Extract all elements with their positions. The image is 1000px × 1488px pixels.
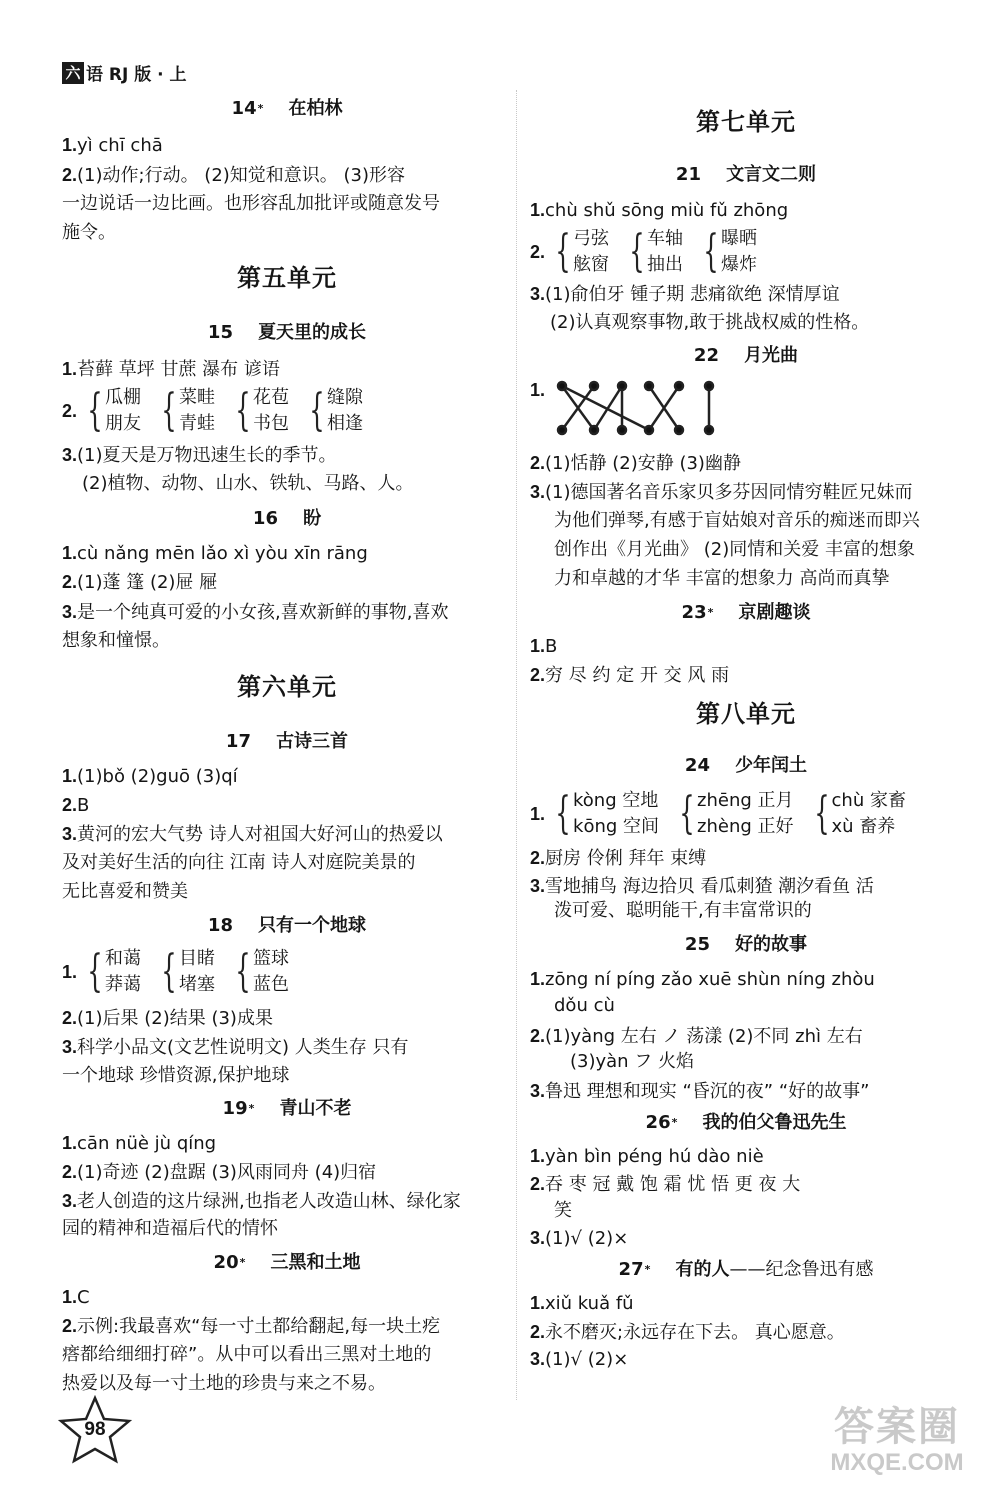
answer-line: 一个地球 珍惜资源,保护地球 [62,1065,290,1086]
answer-line: (2)认真观察事物,敢于挑战权威的性格。 [550,312,870,333]
lesson-22-title: 22 月光曲 [693,345,799,366]
lesson-16-title: 16 盼 [252,508,322,529]
answer-line: 1.苔藓 草坪 甘蔗 瀑布 谚语 [62,359,280,380]
answer-line: 3.(1)夏天是万物迅速生长的季节。 [62,445,337,466]
answer-line: 2.厨房 伶俐 拜年 束缚 [530,848,707,869]
answer-line: 3.鲁迅 理想和现实 “昏沉的夜” “好的故事” [530,1081,870,1102]
answer-line: 1.C [62,1287,90,1308]
page-number-badge [55,1395,135,1465]
lesson-15-title: 15 夏天里的成长 [207,322,367,343]
answer-line: 1.xiǔ kuǎ fǔ [530,1293,634,1314]
answer-line: 1.chù shǔ sōng miù fǔ zhōng [530,200,789,221]
answer-line: 热爱以及每一寸土地的珍贵与来之不易。 [62,1373,386,1394]
answer-line: 3.是一个纯真可爱的小女孩,喜欢新鲜的事物,喜欢 [62,602,449,623]
lesson-26-title: 26* 我的伯父鲁迅先生 [645,1112,847,1133]
lesson-25-title: 25 好的故事 [684,934,808,955]
brace-answer-group: 1. { kòng 空地 kōng 空间 { zhēng 正月 zhèng 正好 { chù 家畜 xù 畜养 [530,788,906,839]
answer-line: (3)yàn フ 火焰 [570,1051,695,1072]
answer-line: 1.cān nüè jù qíng [62,1133,217,1154]
brace-answer-group: 1. { 和蔼 莽蔼 { 目睹 堵塞 { 篮球 蓝色 [62,946,290,997]
answer-line: 1.yì chī chā [62,135,163,156]
matching-lines-diagram [554,378,724,438]
answer-line: 2.B [62,795,90,816]
answer-line: 笑 [554,1200,572,1221]
lesson-24-title: 24 少年闰土 [684,755,808,776]
column-divider [516,90,517,1400]
answer-line: 3.(1)俞伯牙 锺子期 悲痛欲绝 深情厚谊 [530,284,840,305]
answer-line: 无比喜爱和赞美 [62,881,188,902]
answer-line: 2.(1)奇迹 (2)盘踞 (3)风雨同舟 (4)归宿 [62,1162,377,1183]
watermark [812,1405,982,1481]
lesson-20-title: 20* 三黑和土地 [213,1252,361,1273]
answer-line: 1.(1)bǒ (2)guō (3)qí [62,766,238,787]
answer-line: 3.(1)德国著名音乐家贝多芬因同情穷鞋匠兄妹而 [530,482,913,503]
lesson-19-title: 19* 青山不老 [222,1098,352,1119]
answer-line: 3.科学小品文(文艺性说明文) 人类生存 只有 [62,1037,409,1058]
answer-line: 3.(1)√ (2)× [530,1228,629,1249]
book-header [62,60,187,85]
answer-line: 一边说话一边比画。也形容乱加批评或随意发号 [62,193,440,214]
answer-line: (2)植物、动物、山水、铁轨、马路、人。 [82,473,414,494]
lesson-21-title: 21 文言文二则 [675,164,817,185]
answer-line: 力和卓越的才华 丰富的想象力 高尚而真挚 [554,568,890,589]
lesson-27-title: 27* 有的人——纪念鲁迅有感 [618,1259,874,1280]
watermark-title: 答案圈 [834,1404,960,1450]
answer-line: 3.雪地捕鸟 海边拾贝 看瓜刺猹 潮汐看鱼 活 [530,876,874,897]
book-title: 语 RJ 版 · 上 [86,65,187,85]
answer-line: 2.(1)蓬 篷 (2)屉 屜 [62,572,218,593]
answer-line: 3.老人创造的这片绿洲,也指老人改造山林、绿化家 [62,1191,461,1212]
answer-line: 2.穷 尽 约 定 开 交 风 雨 [530,665,730,686]
answer-line: 1.zōng ní píng zǎo xuē shùn níng zhòu [530,969,875,990]
answer-line: 1.B [530,636,558,657]
answer-line: dǒu cù [554,995,615,1016]
page-number: 98 [84,1419,106,1440]
answer-line: 1. [530,380,546,400]
answer-line: 及对美好生活的向往 江南 诗人对庭院美景的 [62,852,416,873]
answer-line: 瘩都给细细打碎”。从中可以看出三黑对土地的 [62,1344,432,1365]
brace-answer-group: 2. { 瓜棚 朋友 { 菜畦 青蛙 { 花苞 书包 { 缝隙 相逢 [62,385,364,436]
answer-line: 1.yàn bìn péng hú dào niè [530,1146,764,1167]
unit-8-heading: 第八单元 [696,700,796,728]
brace-answer-group: 2. { 弓弦 舷窗 { 车轴 抽出 { 曝晒 爆炸 [530,226,758,277]
answer-line: 3.(1)√ (2)× [530,1349,629,1370]
answer-line: 1.cù nǎng mēn lǎo xì yòu xīn rāng [62,543,368,564]
answer-line: 2.(1)恬静 (2)安静 (3)幽静 [530,453,741,474]
answer-line: 为他们弹琴,有感于盲姑娘对音乐的痴迷而即兴 [554,510,920,531]
answer-line: 2.示例:我最喜欢“每一寸土都给翻起,每一块土疙 [62,1316,441,1337]
answer-line: 2.(1)动作;行动。 (2)知觉和意识。 (3)形容 [62,165,406,186]
lesson-17-title: 17 古诗三首 [225,731,349,752]
answer-line: 2.(1)后果 (2)结果 (3)成果 [62,1008,273,1029]
unit-5-heading: 第五单元 [237,264,337,292]
answer-line: 创作出《月光曲》 (2)同情和关爱 丰富的想象 [554,539,915,560]
answer-line: 2.永不磨灭;永远存在下去。 真心愿意。 [530,1322,845,1343]
answer-line: 2.(1)yàng 左右 ノ 荡漾 (2)不同 zhì 左右 [530,1026,863,1047]
unit-7-heading: 第七单元 [696,108,796,136]
lesson-14-title: 14* 在柏林 [231,98,343,119]
answer-line: 泼可爱、聪明能干,有丰富常识的 [554,900,812,921]
answer-line: 施令。 [62,222,116,243]
lesson-23-title: 23* 京剧趣谈 [681,602,811,623]
lesson-18-title: 18 只有一个地球 [207,915,367,936]
answer-line: 想象和憧憬。 [62,630,170,651]
answer-line: 3.黄河的宏大气势 诗人对祖国大好河山的热爱以 [62,824,443,845]
grade-box: 六 [62,62,84,84]
unit-6-heading: 第六单元 [237,673,337,701]
answer-line: 园的精神和造福后代的情怀 [62,1218,278,1239]
watermark-url: MXQE.COM [830,1449,964,1476]
answer-line: 2.吞 枣 冠 戴 饱 霜 忧 悟 更 夜 大 [530,1174,801,1195]
